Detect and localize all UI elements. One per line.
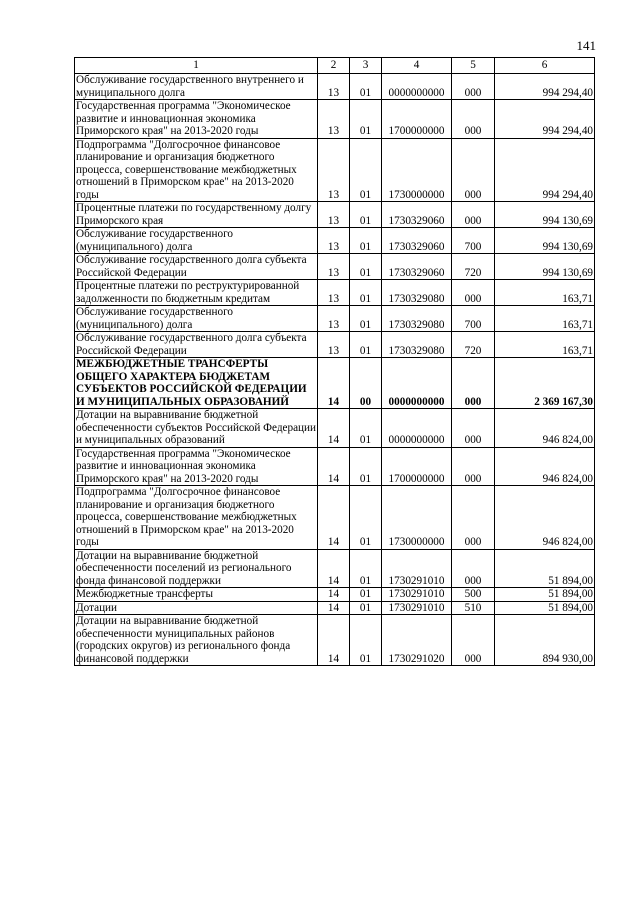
subsection-code-cell: 01 — [350, 202, 382, 228]
expense-type-cell: 000 — [452, 409, 495, 448]
amount-cell: 51 894,00 — [495, 549, 595, 588]
table-row — [75, 358, 595, 409]
target-article-cell: 1730291010 — [382, 588, 452, 602]
expense-type-cell: 000 — [452, 74, 495, 100]
target-article-cell: 0000000000 — [382, 358, 452, 409]
row-name-cell: Процентные платежи по реструктурированной задолженности по бюджетным кредитам — [75, 280, 318, 306]
section-code-cell: 14 — [318, 588, 350, 602]
column-header: 2 — [318, 58, 350, 74]
section-code-cell: 14 — [318, 601, 350, 615]
column-header: 5 — [452, 58, 495, 74]
expense-type-cell: 000 — [452, 202, 495, 228]
row-name-cell: Подпрограмма "Долгосрочное финансовое планирование и организация бюджетного процесса, совершенствование межбюджетных отношений в Приморском крае" на 2013-2020 годы — [75, 138, 318, 202]
expense-type-cell: 000 — [452, 615, 495, 666]
expense-type-cell: 000 — [452, 280, 495, 306]
amount-cell: 994 294,40 — [495, 138, 595, 202]
subsection-code-cell: 01 — [350, 486, 382, 550]
amount-cell: 994 294,40 — [495, 100, 595, 139]
amount-cell: 946 824,00 — [495, 447, 595, 486]
table-row — [75, 74, 595, 100]
subsection-code-cell: 01 — [350, 447, 382, 486]
target-article-cell: 0000000000 — [382, 74, 452, 100]
section-code-cell: 13 — [318, 332, 350, 358]
section-code-cell: 13 — [318, 280, 350, 306]
table-header-row — [75, 58, 595, 74]
section-code-cell: 14 — [318, 409, 350, 448]
target-article-cell: 0000000000 — [382, 409, 452, 448]
column-header: 3 — [350, 58, 382, 74]
table-row — [75, 280, 595, 306]
section-code-cell: 14 — [318, 549, 350, 588]
target-article-cell: 1730000000 — [382, 486, 452, 550]
target-article-cell: 1730329080 — [382, 306, 452, 332]
subsection-code-cell: 01 — [350, 138, 382, 202]
table-row — [75, 409, 595, 448]
target-article-cell: 1730291010 — [382, 601, 452, 615]
target-article-cell: 1700000000 — [382, 447, 452, 486]
target-article-cell: 1730329080 — [382, 332, 452, 358]
subsection-code-cell: 01 — [350, 615, 382, 666]
budget-table — [74, 57, 595, 666]
subsection-code-cell: 01 — [350, 306, 382, 332]
amount-cell: 994 130,69 — [495, 202, 595, 228]
table-row — [75, 228, 595, 254]
row-name-cell: Обслуживание государственного (муниципального) долга — [75, 306, 318, 332]
subsection-code-cell: 01 — [350, 588, 382, 602]
expense-type-cell: 000 — [452, 549, 495, 588]
row-name-cell: Обслуживание государственного долга субъекта Российской Федерации — [75, 254, 318, 280]
expense-type-cell: 000 — [452, 100, 495, 139]
row-name-cell: Межбюджетные трансферты — [75, 588, 318, 602]
row-name-cell: Государственная программа "Экономическое развитие и инновационная экономика Приморского края" на 2013-2020 годы — [75, 447, 318, 486]
target-article-cell: 1730329060 — [382, 228, 452, 254]
amount-cell: 2 369 167,30 — [495, 358, 595, 409]
row-name-cell: Обслуживание государственного (муниципального) долга — [75, 228, 318, 254]
section-code-cell: 14 — [318, 358, 350, 409]
table-row — [75, 254, 595, 280]
expense-type-cell: 700 — [452, 306, 495, 332]
amount-cell: 894 930,00 — [495, 615, 595, 666]
column-header: 1 — [75, 58, 318, 74]
row-name-cell: Дотации — [75, 601, 318, 615]
expense-type-cell: 700 — [452, 228, 495, 254]
row-name-cell: Процентные платежи по государственному долгу Приморского края — [75, 202, 318, 228]
amount-cell: 163,71 — [495, 280, 595, 306]
table-row — [75, 202, 595, 228]
amount-cell: 51 894,00 — [495, 601, 595, 615]
amount-cell: 994 294,40 — [495, 74, 595, 100]
section-code-cell: 14 — [318, 486, 350, 550]
row-name-cell: МЕЖБЮДЖЕТНЫЕ ТРАНСФЕРТЫ ОБЩЕГО ХАРАКТЕРА БЮДЖЕТАМ СУБЪЕКТОВ РОССИЙСКОЙ ФЕДЕРАЦИИ И МУНИЦИПАЛЬНЫХ ОБРАЗОВАНИЙ — [75, 358, 318, 409]
subsection-code-cell: 01 — [350, 332, 382, 358]
subsection-code-cell: 01 — [350, 549, 382, 588]
row-name-cell: Дотации на выравнивание бюджетной обеспеченности муниципальных районов (городских округов) из регионального фонда финансовой поддержки — [75, 615, 318, 666]
row-name-cell: Государственная программа "Экономическое развитие и инновационная экономика Приморского края" на 2013-2020 годы — [75, 100, 318, 139]
row-name-cell: Дотации на выравнивание бюджетной обеспеченности поселений из регионального фонда финансовой поддержки — [75, 549, 318, 588]
amount-cell: 51 894,00 — [495, 588, 595, 602]
amount-cell: 994 130,69 — [495, 254, 595, 280]
table-row — [75, 332, 595, 358]
table-row — [75, 486, 595, 550]
expense-type-cell: 000 — [452, 358, 495, 409]
target-article-cell: 1730329060 — [382, 202, 452, 228]
amount-cell: 946 824,00 — [495, 486, 595, 550]
section-code-cell: 13 — [318, 74, 350, 100]
expense-type-cell: 500 — [452, 588, 495, 602]
target-article-cell: 1700000000 — [382, 100, 452, 139]
table-row — [75, 306, 595, 332]
row-name-cell: Дотации на выравнивание бюджетной обеспеченности субъектов Российской Федерации и муниципальных образований — [76, 409, 316, 446]
table-row — [75, 588, 595, 602]
row-name-cell: Обслуживание государственного внутреннего и муниципального долга — [75, 74, 318, 100]
section-code-cell: 14 — [318, 447, 350, 486]
amount-cell: 946 824,00 — [495, 409, 595, 448]
amount-cell: 994 130,69 — [495, 228, 595, 254]
target-article-cell: 1730000000 — [382, 138, 452, 202]
table-row — [75, 138, 595, 202]
expense-type-cell: 000 — [452, 486, 495, 550]
table-row — [75, 549, 595, 588]
subsection-code-cell: 01 — [350, 228, 382, 254]
target-article-cell: 1730329080 — [382, 280, 452, 306]
expense-type-cell: 000 — [452, 447, 495, 486]
section-code-cell: 13 — [318, 306, 350, 332]
section-code-cell: 13 — [318, 100, 350, 139]
column-header: 4 — [382, 58, 452, 74]
subsection-code-cell: 01 — [350, 100, 382, 139]
table-row — [75, 615, 595, 666]
target-article-cell: 1730291010 — [382, 549, 452, 588]
section-code-cell: 14 — [318, 615, 350, 666]
expense-type-cell: 720 — [452, 254, 495, 280]
section-code-cell: 13 — [318, 202, 350, 228]
table-row — [75, 447, 595, 486]
row-name-cell: Подпрограмма "Долгосрочное финансовое планирование и организация бюджетного процесса, совершенствование межбюджетных отношений в Приморском крае" на 2013-2020 годы — [75, 486, 318, 550]
target-article-cell: 1730291020 — [382, 615, 452, 666]
subsection-code-cell: 01 — [350, 254, 382, 280]
amount-cell: 163,71 — [495, 306, 595, 332]
amount-cell: 163,71 — [495, 332, 595, 358]
column-header: 6 — [495, 58, 595, 74]
table-row — [75, 100, 595, 139]
target-article-cell: 1730329060 — [382, 254, 452, 280]
subsection-code-cell: 01 — [350, 74, 382, 100]
page-number: 141 — [576, 38, 596, 53]
subsection-code-cell: 00 — [350, 358, 382, 409]
subsection-code-cell: 01 — [350, 601, 382, 615]
section-code-cell: 13 — [318, 228, 350, 254]
row-name-cell: Обслуживание государственного долга субъекта Российской Федерации — [75, 332, 318, 358]
section-code-cell: 13 — [318, 138, 350, 202]
subsection-code-cell: 01 — [350, 280, 382, 306]
expense-type-cell: 510 — [452, 601, 495, 615]
section-code-cell: 13 — [318, 254, 350, 280]
expense-type-cell: 720 — [452, 332, 495, 358]
expense-type-cell: 000 — [452, 138, 495, 202]
subsection-code-cell: 01 — [350, 409, 382, 448]
table-row — [75, 601, 595, 615]
